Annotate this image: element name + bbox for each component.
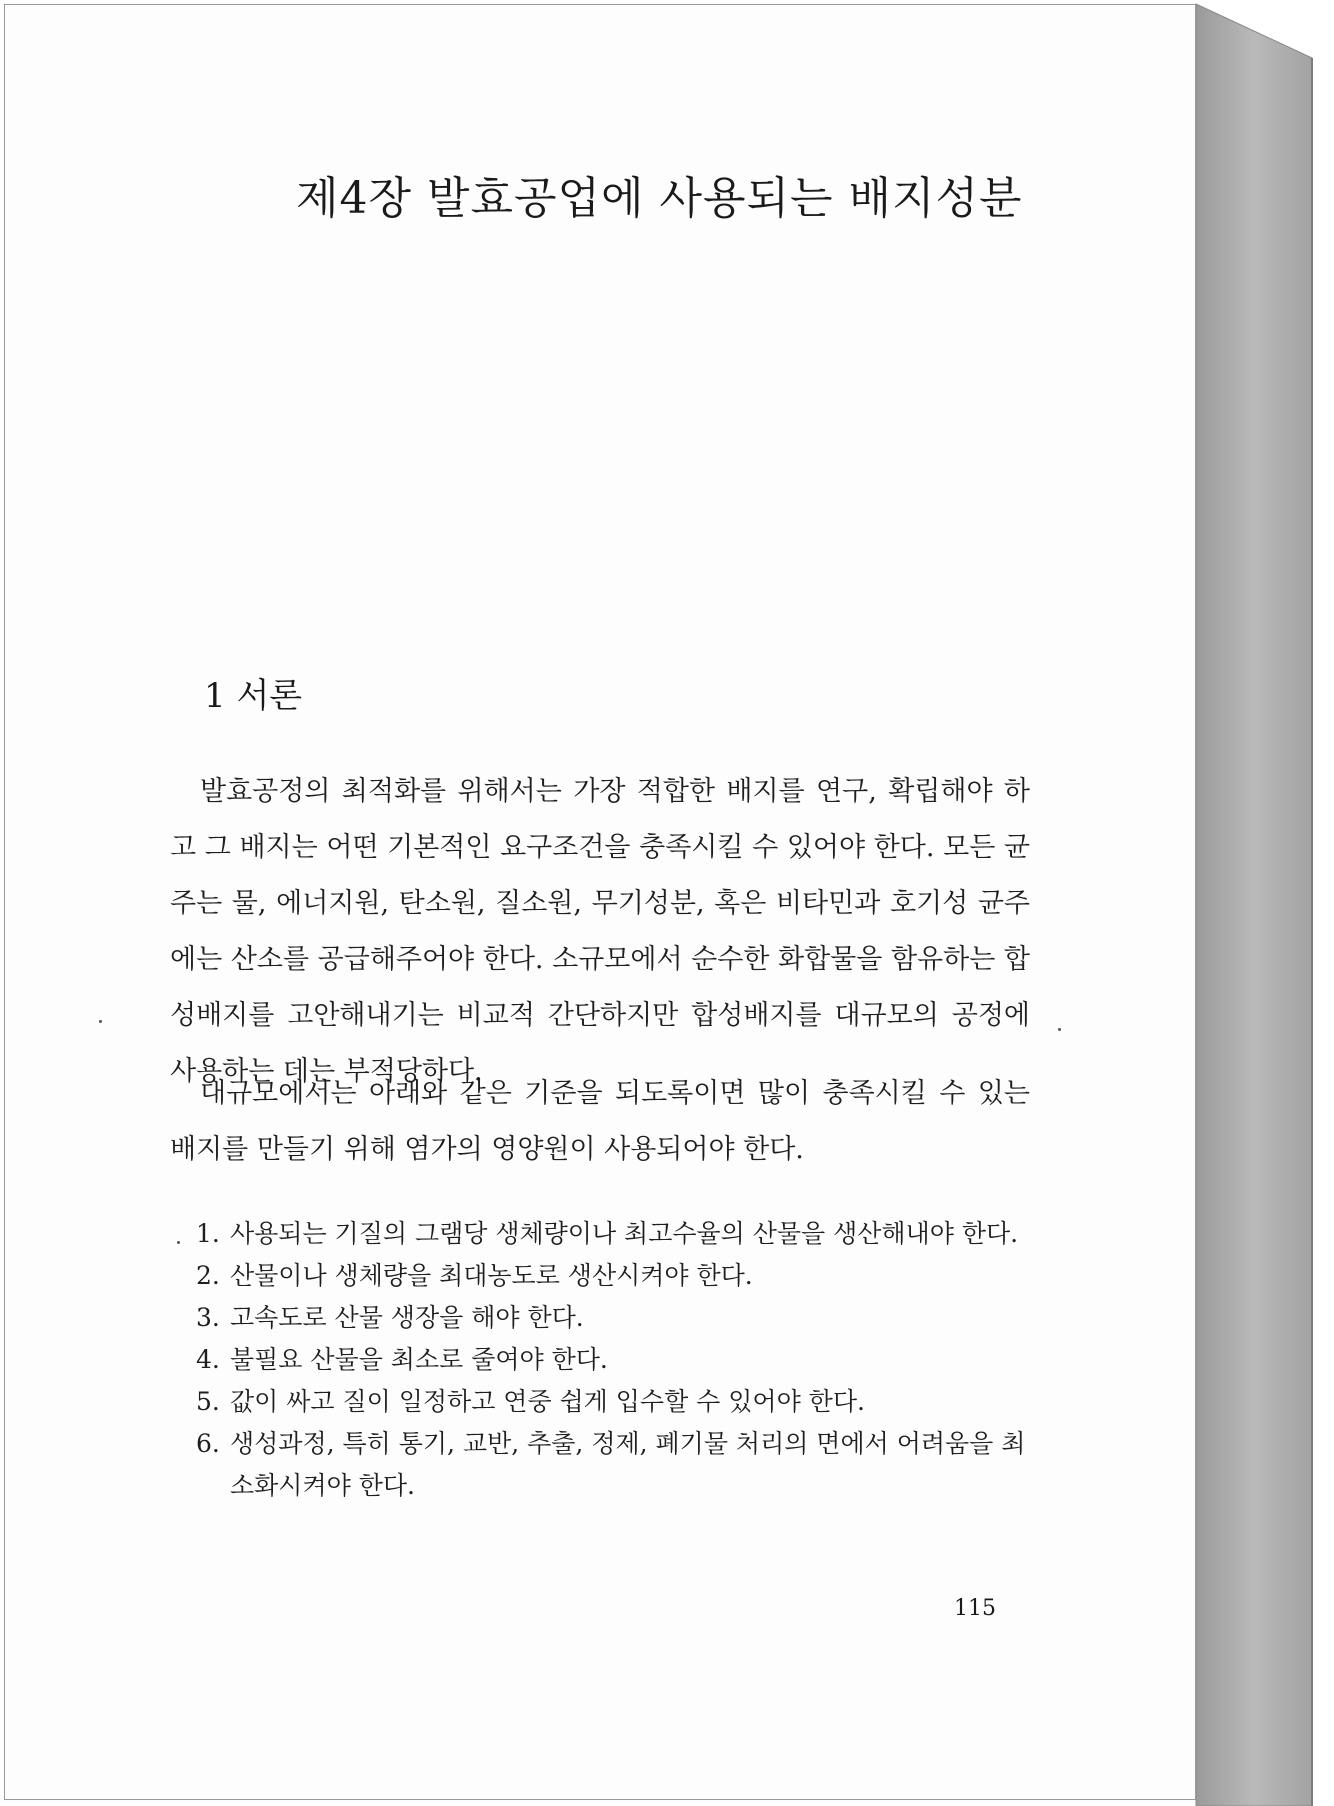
list-item-text: 산물이나 생체량을 최대농도로 생산시켜야 한다.: [230, 1261, 753, 1290]
scan-speck: [177, 1241, 180, 1244]
list-item-number: 1.: [196, 1219, 220, 1248]
section-heading: 1 서론: [204, 676, 303, 716]
scan-speck: [1058, 1028, 1061, 1031]
scan-speck: [99, 1020, 102, 1023]
list-item-text: 불필요 산물을 최소로 줄여야 한다.: [230, 1345, 608, 1374]
list-item-number: 6.: [196, 1429, 220, 1458]
page-number: 115: [954, 1596, 996, 1621]
chapter-title: 제4장 발효공업에 사용되는 배지성분: [296, 173, 1023, 224]
list-item: [196, 1297, 1036, 1339]
criteria-list: [196, 1213, 1036, 1507]
list-item-text: 생성과정, 특히 통기, 교반, 추출, 정제, 폐기물 처리의 면에서 어려움을 최소화시켜야 한다.: [230, 1429, 1026, 1500]
list-item: [196, 1423, 1036, 1507]
list-item: [196, 1213, 1036, 1255]
list-item-number: 5.: [196, 1387, 220, 1416]
list-item-text: 값이 싸고 질이 일정하고 연중 쉽게 입수할 수 있어야 한다.: [230, 1387, 865, 1416]
list-item: [196, 1381, 1036, 1423]
list-item-number: 4.: [196, 1345, 220, 1374]
list-item-text: 사용되는 기질의 그램당 생체량이나 최고수율의 산물을 생산해내야 한다.: [230, 1219, 1019, 1248]
list-item-text: 고속도로 산물 생장을 해야 한다.: [230, 1303, 584, 1332]
list-item: [196, 1255, 1036, 1297]
list-item: [196, 1339, 1036, 1381]
body-paragraph: 발효공정의 최적화를 위해서는 가장 적합한 배지를 연구, 확립해야 하고 그 배지는 어떤 기본적인 요구조건을 충족시킬 수 있어야 한다. 모든 균주는 물, 에너지원, 탄소원, 질소원, 무기성분, 혹은 비타민과 호기성 균주에는 산소를 공급해주어야 한다. 소규모에서 순수한 화합물을 함유하는 합성배지를 고안해내기는 비교적 간단하지만 합성배지를 대규모의 공정에 사용하는 데는 부적당하다.: [170, 776, 1030, 1087]
body-paragraph: 대규모에서는 아래와 같은 기준을 되도록이면 많이 충족시킬 수 있는 배지를 만들기 위해 염가의 영양원이 사용되어야 한다.: [170, 1078, 1030, 1165]
list-item-number: 3.: [196, 1303, 220, 1332]
list-item-number: 2.: [196, 1261, 220, 1290]
